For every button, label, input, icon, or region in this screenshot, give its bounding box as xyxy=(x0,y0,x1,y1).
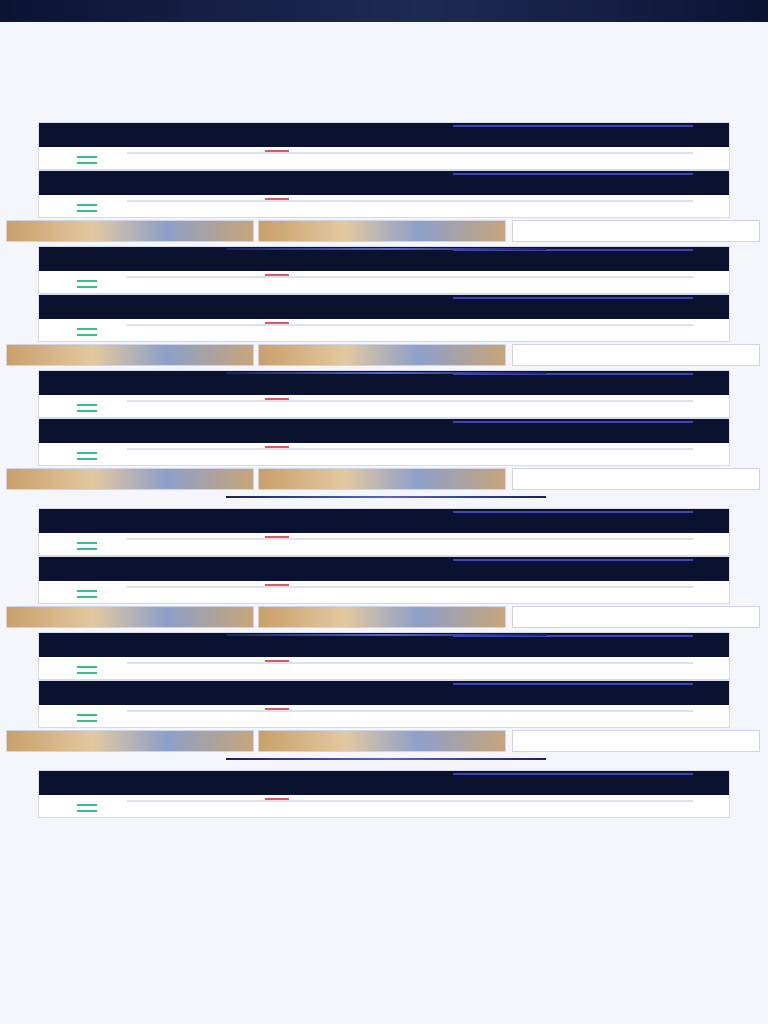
thumbnail-row xyxy=(6,468,762,498)
thumbnail-caption xyxy=(279,358,379,364)
thumbnail-row xyxy=(6,220,762,250)
marker-line xyxy=(265,446,289,448)
thumbnail-card[interactable] xyxy=(6,344,254,366)
card-body xyxy=(39,271,729,295)
card-meta xyxy=(127,452,693,462)
thumbnail-caption xyxy=(533,620,633,626)
card-header xyxy=(39,557,729,581)
card-title-link[interactable] xyxy=(75,251,721,267)
intro-section xyxy=(38,42,728,132)
divider xyxy=(127,662,693,664)
article-body xyxy=(38,820,728,1016)
thumbnail-card[interactable] xyxy=(258,606,506,628)
header-accent-bar xyxy=(453,421,693,423)
list-icon xyxy=(77,590,97,598)
thumbnail-meta xyxy=(50,754,210,760)
thumbnail-card[interactable] xyxy=(6,730,254,752)
list-icon xyxy=(77,666,97,674)
card-body xyxy=(39,195,729,219)
divider xyxy=(127,400,693,402)
card-header xyxy=(39,371,729,395)
list-icon xyxy=(77,804,97,812)
thumbnail-card[interactable] xyxy=(512,730,760,752)
thumbnail-meta xyxy=(50,630,210,636)
marker-line xyxy=(265,660,289,662)
thumbnail-row xyxy=(6,730,762,760)
result-card[interactable] xyxy=(38,418,730,466)
card-header xyxy=(39,771,729,795)
thumbnail-caption xyxy=(27,358,127,364)
card-title-link[interactable] xyxy=(75,299,721,315)
thumbnail-card[interactable] xyxy=(258,730,506,752)
thumbnail-card[interactable] xyxy=(258,220,506,242)
thumbnail-caption xyxy=(533,482,633,488)
divider xyxy=(127,324,693,326)
thumbnail-caption xyxy=(27,234,127,240)
card-header xyxy=(39,171,729,195)
thumbnail-caption xyxy=(533,358,633,364)
thumbnail-card[interactable] xyxy=(6,220,254,242)
list-icon xyxy=(77,714,97,722)
marker-line xyxy=(265,198,289,200)
header-accent-bar xyxy=(453,773,693,775)
list-icon xyxy=(77,404,97,412)
header-accent-bar xyxy=(453,173,693,175)
list-icon xyxy=(77,156,97,164)
thumbnail-card[interactable] xyxy=(512,468,760,490)
card-body xyxy=(39,533,729,557)
divider xyxy=(127,800,693,802)
card-header xyxy=(39,681,729,705)
marker-line xyxy=(265,584,289,586)
body-paragraph xyxy=(38,864,728,904)
card-meta xyxy=(127,156,693,166)
thumbnail-caption xyxy=(279,620,379,626)
body-link[interactable] xyxy=(110,980,728,987)
card-header xyxy=(39,247,729,271)
thumbnail-caption xyxy=(27,482,127,488)
divider xyxy=(127,538,693,540)
thumbnail-meta xyxy=(50,492,210,498)
header-accent-bar xyxy=(453,511,693,513)
thumbnail-card[interactable] xyxy=(6,468,254,490)
body-link[interactable] xyxy=(110,994,728,1001)
card-header xyxy=(39,509,729,533)
result-card[interactable] xyxy=(38,370,730,418)
result-card[interactable] xyxy=(38,680,730,728)
intro-link[interactable] xyxy=(108,101,728,108)
list-icon xyxy=(77,280,97,288)
body-link[interactable] xyxy=(110,966,728,973)
header-accent-bar xyxy=(453,125,693,127)
card-title-link[interactable] xyxy=(75,685,721,701)
result-card[interactable] xyxy=(38,632,730,680)
card-meta xyxy=(127,404,693,414)
marker-line xyxy=(265,150,289,152)
thumbnail-meta xyxy=(50,368,210,374)
top-bar xyxy=(0,0,768,22)
card-body xyxy=(39,319,729,343)
divider xyxy=(127,200,693,202)
card-meta xyxy=(127,714,693,724)
thumbnail-card[interactable] xyxy=(512,220,760,242)
card-title-link[interactable] xyxy=(75,423,721,439)
body-link[interactable] xyxy=(110,987,728,994)
card-body xyxy=(39,705,729,729)
list-icon xyxy=(77,452,97,460)
card-meta xyxy=(127,328,693,338)
result-card[interactable] xyxy=(38,246,730,294)
list-icon xyxy=(77,204,97,212)
thumbnail-card[interactable] xyxy=(6,606,254,628)
intro-link[interactable] xyxy=(108,108,728,115)
card-body xyxy=(39,657,729,681)
intro-link[interactable] xyxy=(108,94,728,101)
row-divider xyxy=(226,758,546,760)
card-title-link[interactable] xyxy=(75,175,721,191)
card-title-link[interactable] xyxy=(75,375,721,391)
thumbnail-caption xyxy=(533,234,633,240)
thumbnail-meta xyxy=(556,244,716,250)
result-card[interactable] xyxy=(38,508,730,556)
card-title-link[interactable] xyxy=(75,637,721,653)
list-icon xyxy=(77,542,97,550)
thumbnail-caption xyxy=(279,234,379,240)
row-divider xyxy=(226,496,546,498)
card-title-link[interactable] xyxy=(75,127,721,143)
list-icon xyxy=(77,328,97,336)
divider xyxy=(127,710,693,712)
card-body xyxy=(39,443,729,467)
marker-line xyxy=(265,398,289,400)
card-meta xyxy=(127,804,693,814)
body-link[interactable] xyxy=(110,952,728,959)
row-divider xyxy=(226,634,546,636)
thumbnail-card[interactable] xyxy=(258,344,506,366)
thumbnail-card[interactable] xyxy=(512,606,760,628)
body-link[interactable] xyxy=(110,973,728,980)
thumbnail-caption xyxy=(27,744,127,750)
thumbnail-meta xyxy=(50,244,210,250)
body-link-list xyxy=(38,952,728,1001)
result-card[interactable] xyxy=(38,556,730,604)
card-meta xyxy=(127,590,693,600)
thumbnail-caption xyxy=(533,744,633,750)
card-body xyxy=(39,395,729,419)
intro-paragraph xyxy=(38,42,728,90)
card-title-link[interactable] xyxy=(75,513,721,529)
body-paragraph xyxy=(38,820,728,860)
thumbnail-meta xyxy=(556,630,716,636)
header-accent-bar xyxy=(453,297,693,299)
divider xyxy=(127,448,693,450)
card-meta xyxy=(127,542,693,552)
card-title-link[interactable] xyxy=(75,561,721,577)
card-meta xyxy=(127,666,693,676)
thumbnail-caption xyxy=(279,482,379,488)
body-link[interactable] xyxy=(110,959,728,966)
page-title xyxy=(28,6,728,18)
row-divider xyxy=(226,372,546,374)
row-divider xyxy=(226,248,546,250)
card-meta xyxy=(127,204,693,214)
card-header xyxy=(39,295,729,319)
card-header xyxy=(39,123,729,147)
thumbnail-row xyxy=(6,344,762,374)
result-card[interactable] xyxy=(38,122,730,170)
thumbnail-meta xyxy=(556,754,716,760)
marker-line xyxy=(265,274,289,276)
thumbnail-row xyxy=(6,606,762,636)
card-header xyxy=(39,633,729,657)
divider xyxy=(127,276,693,278)
marker-line xyxy=(265,322,289,324)
marker-line xyxy=(265,536,289,538)
thumbnail-caption xyxy=(27,620,127,626)
card-body xyxy=(39,581,729,605)
marker-line xyxy=(265,708,289,710)
thumbnail-caption xyxy=(279,744,379,750)
result-card[interactable] xyxy=(38,170,730,218)
body-paragraph xyxy=(38,908,728,948)
card-meta xyxy=(127,280,693,290)
divider xyxy=(127,586,693,588)
card-header xyxy=(39,419,729,443)
result-card[interactable] xyxy=(38,294,730,342)
marker-line xyxy=(265,798,289,800)
thumbnail-card[interactable] xyxy=(258,468,506,490)
thumbnail-card[interactable] xyxy=(512,344,760,366)
header-accent-bar xyxy=(453,683,693,685)
card-title-link[interactable] xyxy=(75,775,721,791)
header-accent-bar xyxy=(453,559,693,561)
card-body xyxy=(39,795,729,819)
intro-link[interactable] xyxy=(108,115,728,122)
thumbnail-meta xyxy=(556,492,716,498)
thumbnail-meta xyxy=(556,368,716,374)
card-body xyxy=(39,147,729,171)
divider xyxy=(127,152,693,154)
result-card[interactable] xyxy=(38,770,730,818)
